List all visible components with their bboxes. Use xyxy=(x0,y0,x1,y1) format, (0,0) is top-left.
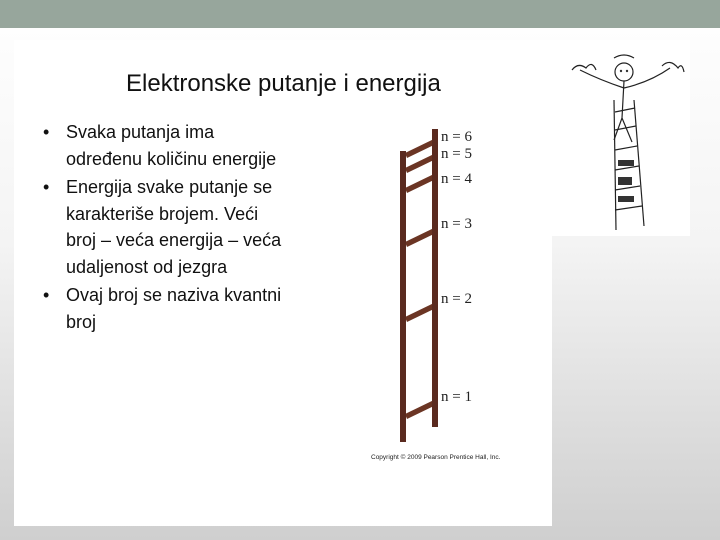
slide-title: Elektronske putanje i energija xyxy=(126,70,441,97)
level-label-n3: n = 3 xyxy=(441,216,472,232)
level-label-n1: n = 1 xyxy=(441,389,472,405)
bullet-list xyxy=(42,119,282,337)
top-bar xyxy=(0,0,720,28)
copyright-note: Copyright © 2009 Pearson Prentice Hall, Inc. xyxy=(371,454,501,461)
cartoon-ladder-image xyxy=(552,40,690,236)
bullet-text: Svaka putanja ima određenu količinu energije xyxy=(66,122,277,169)
bullet-item xyxy=(42,282,282,335)
level-label-n4: n = 4 xyxy=(441,171,472,187)
level-label-n6: n = 6 xyxy=(441,129,472,145)
energy-level-labels xyxy=(441,129,472,405)
bullet-item xyxy=(42,119,282,172)
bullet-marker: • xyxy=(43,285,50,305)
bullet-marker: • xyxy=(43,177,50,197)
ladder-rail-left xyxy=(400,151,406,442)
bullet-text: Ovaj broj se naziva kvantni broj xyxy=(66,285,282,332)
bullet-text: Energija svake putanje se karakteriše brojem. Veći broj – veća energija – veća udaljenost od jezgra xyxy=(66,177,282,277)
bullet-item xyxy=(42,174,282,280)
level-label-n2: n = 2 xyxy=(441,291,472,307)
ladder-rail-right xyxy=(432,129,438,427)
level-label-n5: n = 5 xyxy=(441,146,472,162)
energy-ladder-illustration xyxy=(395,125,495,450)
bullet-marker: • xyxy=(43,122,50,142)
cartoon-panel xyxy=(552,40,690,236)
